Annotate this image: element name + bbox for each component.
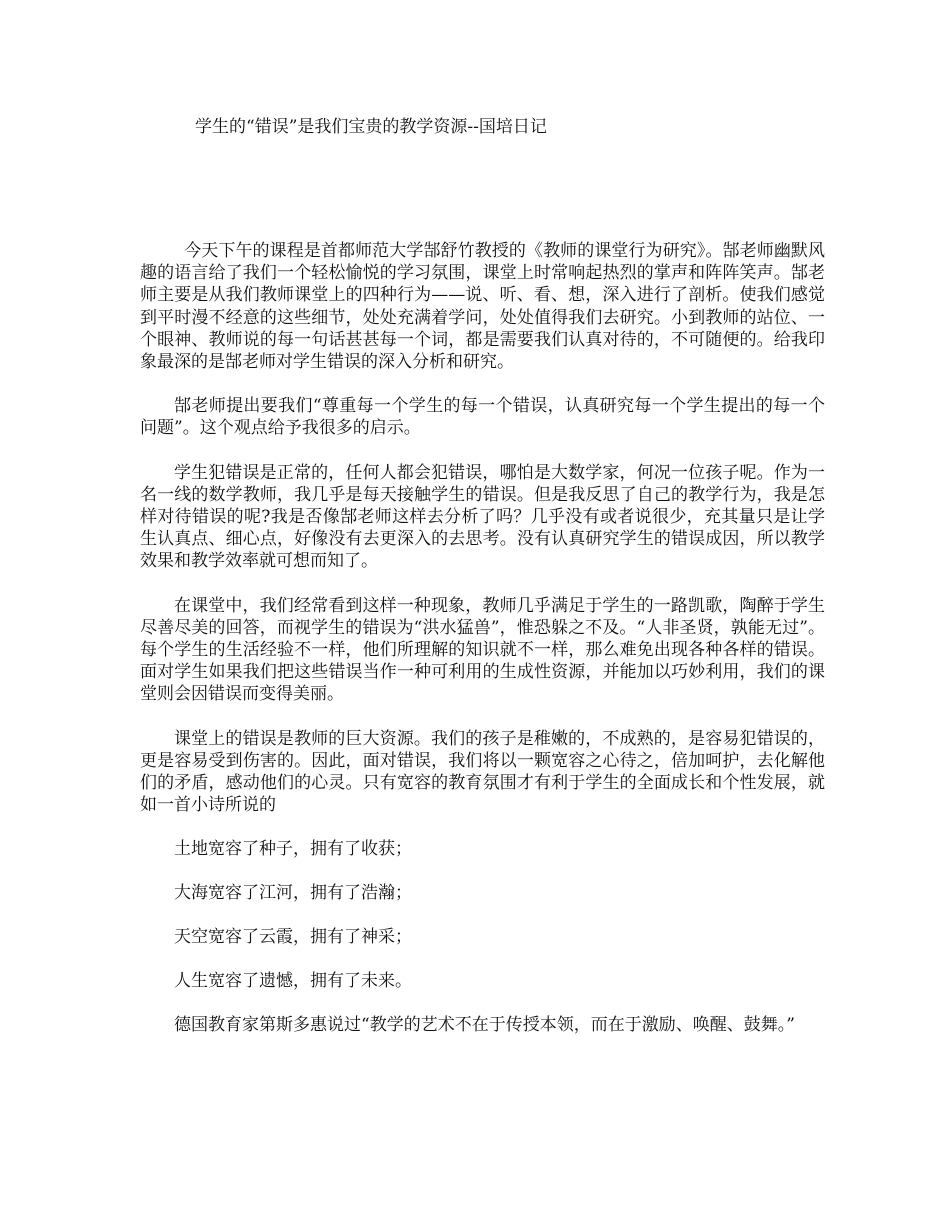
document-body — [140, 240, 825, 1059]
paragraph: 在课堂中，我们经常看到这样一种现象，教师几乎满足于学生的一路凯歌，陶醉于学生尽善尽美的回答，而视学生的错误为“洪水猛兽”，惟恐躲之不及。“人非圣贤，孰能无过”。每个学生的生活经验不一样，他们所理解的知识就不一样，那么难免出现各种各样的错误。面对学生如果我们把这些错误当作一种可利用的生成性资源，并能加以巧妙利用，我们的课堂则会因错误而变得美丽。 — [140, 595, 825, 705]
page-title: 学生的“错误”是我们宝贵的教学资源--国培日记 — [195, 117, 547, 137]
poem-line: 大海宽容了江河，拥有了浩瀚； — [174, 883, 412, 904]
poem-line: 土地宽容了种子，拥有了收获； — [174, 839, 412, 860]
paragraph: 郜老师提出要我们“尊重每一个学生的每一个错误，认真研究每一个学生提出的每一个问题”。这个观点给予我很多的启示。 — [140, 396, 825, 439]
poem-line: 人生宽容了遗憾，拥有了未来。 — [174, 971, 412, 992]
paragraph: 今天下午的课程是首都师范大学郜舒竹教授的《教师的课堂行为研究》。郜老师幽默风趣的语言给了我们一个轻松愉悦的学习氛围，课堂上时常响起热烈的掌声和阵阵笑声。郜老师主要是从我们教师课堂上的四种行为——说、听、看、想，深入进行了剖析。使我们感觉到平时漫不经意的这些细节，处处充满着学问，处处值得我们去研究。小到教师的站位、一个眼神、教师说的每一句话甚甚每一个词，都是需要我们认真对待的，不可随便的。给我印象最深的是郜老师对学生错误的深入分析和研究。 — [140, 241, 825, 373]
poem-line: 天空宽容了云霞，拥有了神采； — [174, 927, 412, 948]
paragraph: 学生犯错误是正常的，任何人都会犯错误，哪怕是大数学家，何况一位孩子呢。作为一名一线的数学教师，我几乎是每天接触学生的错误。但是我反思了自己的教学行为，我是怎样对待错误的呢?我是否像郜老师这样去分析了吗？几乎没有或者说很少，充其量只是让学生认真点、细心点，好像没有去更深入的去思考。没有认真研究学生的错误成因，所以教学效果和教学效率就可想而知了。 — [140, 462, 825, 572]
paragraph: 课堂上的错误是教师的巨大资源。我们的孩子是稚嫩的，不成熟的，是容易犯错误的，更是容易受到伤害的。因此，面对错误，我们将以一颗宽容之心待之，倍加呵护，去化解他们的矛盾，感动他们的心灵。只有宽容的教育氛围才有利于学生的全面成长和个性发展，就如一首小诗所说的 — [140, 728, 825, 816]
closing-paragraph: 德国教育家第斯多惠说过“教学的艺术不在于传授本领，而在于激励、唤醒、鼓舞。” — [174, 1015, 795, 1036]
